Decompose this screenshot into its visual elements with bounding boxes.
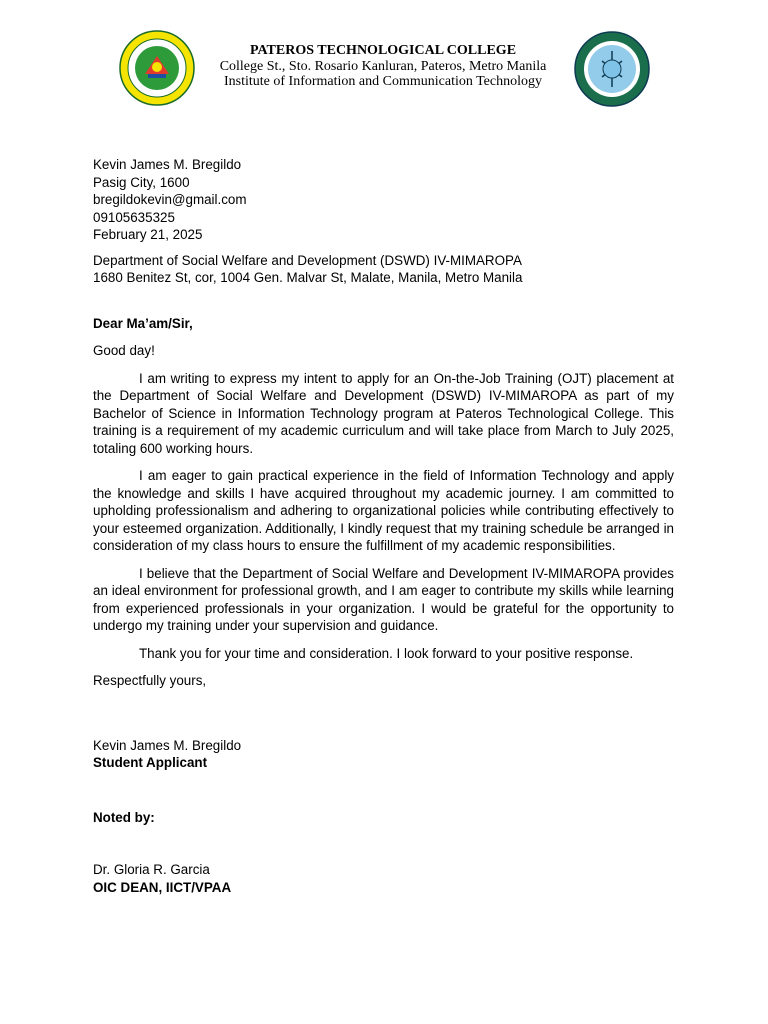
noted-by-name: Dr. Gloria R. Garcia [93,862,210,877]
sender-block [93,156,674,244]
body-paragraph-3: I believe that the Department of Social Welfare and Development IV-MIMAROPA provides an ideal environment for professional growth, and I am eager to contribute my skills while learning from experienced professionals in your organization. I would be grateful for the opportunity to undergo my training under your supervision and guidance. [93,565,674,633]
college-seal-logo [118,30,196,106]
institute-seal-logo [572,31,652,107]
letterhead [200,43,566,90]
noted-by-title: OIC DEAN, IICT/VPAA [93,879,232,895]
letter-date: February 21, 2025 [93,227,203,242]
body-paragraph-1: I am writing to express my intent to apply for an On-the-Job Training (OJT) placement at the Department of Social Welfare and Development (DSWD) IV-MIMAROPA as part of my Bachelor of Science in Information Technology program at Pateros Technological College. This training is a requirement of my academic curriculum and will take place from March to July 2025, totaling 600 working hours. [93,370,674,456]
signature-title: Student Applicant [93,755,208,770]
recipient-organization: Department of Social Welfare and Development (DSWD) IV-MIMAROPA [93,252,522,268]
sender-name: Kevin James M. Bregildo [93,157,242,172]
greeting: Good day! [93,343,155,358]
institute-name: Institute of Information and Communication Technology [224,74,542,89]
recipient-block [93,252,674,287]
body-paragraph-2: I am eager to gain practical experience in the field of Information Technology and apply the knowledge and skills I have acquired throughout my academic journey. I am committed to upholding professionalism and adhering to organizational policies while contributing effectively to your esteemed organization. Additionally, I kindly request that my training schedule be arranged in consideration of my class hours to ensure the fulfillment of my academic responsibilities. [93,468,674,553]
body-paragraph-4: Thank you for your time and consideration. I look forward to your positive response. [139,645,634,661]
letter-body [93,156,674,896]
sender-city: Pasig City, 1600 [93,174,190,190]
closing: Respectfully yours, [93,673,207,688]
noted-by-label: Noted by: [93,809,155,825]
college-address: College St., Sto. Rosario Kanluran, Pateros, Metro Manila [219,58,547,74]
signature-name: Kevin James M. Bregildo [93,737,242,753]
college-name: PATEROS TECHNOLOGICAL COLLEGE [249,43,517,58]
sender-phone: 09105635325 [93,209,175,225]
recipient-address: 1680 Benitez St, cor, 1004 Gen. Malvar St, Malate, Manila, Metro Manila [93,270,523,285]
sender-email: bregildokevin@gmail.com [93,192,247,207]
salutation: Dear Ma’am/Sir, [93,315,193,331]
